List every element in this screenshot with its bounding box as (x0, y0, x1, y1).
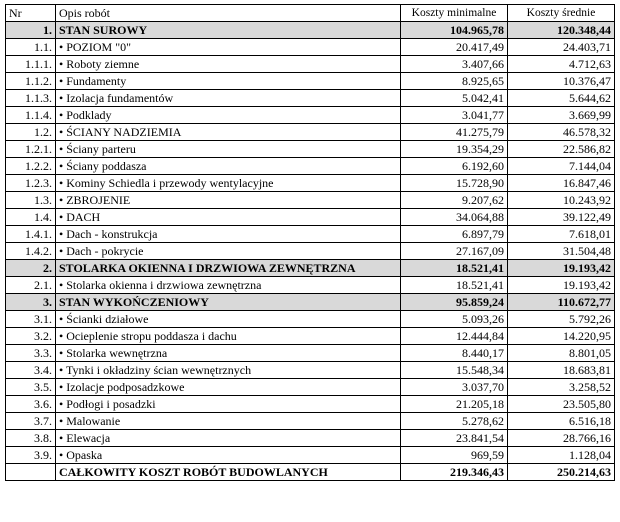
table-row (6, 260, 615, 277)
row-nr: 1. (6, 22, 56, 39)
row-avg-cost: 10.376,47 (508, 73, 615, 90)
row-avg-cost: 4.712,63 (508, 56, 615, 73)
table-row (6, 379, 615, 396)
row-avg-cost: 16.847,46 (508, 175, 615, 192)
total-row (6, 464, 615, 481)
row-description: STAN SUROWY (56, 22, 401, 39)
row-nr: 3.3. (6, 345, 56, 362)
row-description: • Kominy Schiedla i przewody wentylacyjne (56, 175, 401, 192)
table-row (6, 39, 615, 56)
table-row (6, 396, 615, 413)
row-avg-cost: 120.348,44 (508, 22, 615, 39)
row-min-cost: 20.417,49 (401, 39, 508, 56)
row-description: • Elewacja (56, 430, 401, 447)
row-nr: 1.1.1. (6, 56, 56, 73)
table-row (6, 413, 615, 430)
total-nr (6, 464, 56, 481)
row-description: • Ściany parteru (56, 141, 401, 158)
row-avg-cost: 3.258,52 (508, 379, 615, 396)
row-min-cost: 41.275,79 (401, 124, 508, 141)
table-row (6, 226, 615, 243)
row-description: • Izolacja fundamentów (56, 90, 401, 107)
row-avg-cost: 23.505,80 (508, 396, 615, 413)
row-avg-cost: 46.578,32 (508, 124, 615, 141)
row-min-cost: 15.548,34 (401, 362, 508, 379)
row-min-cost: 95.859,24 (401, 294, 508, 311)
row-description: • Podłogi i posadzki (56, 396, 401, 413)
row-min-cost: 6.192,60 (401, 158, 508, 175)
row-avg-cost: 10.243,92 (508, 192, 615, 209)
row-avg-cost: 6.516,18 (508, 413, 615, 430)
row-min-cost: 5.042,41 (401, 90, 508, 107)
row-nr: 1.2.3. (6, 175, 56, 192)
row-description: • POZIOM "0" (56, 39, 401, 56)
row-min-cost: 8.440,17 (401, 345, 508, 362)
row-min-cost: 6.897,79 (401, 226, 508, 243)
table-row (6, 90, 615, 107)
row-avg-cost: 110.672,77 (508, 294, 615, 311)
row-min-cost: 27.167,09 (401, 243, 508, 260)
row-description: • ŚCIANY NADZIEMIA (56, 124, 401, 141)
table-row (6, 447, 615, 464)
table-row (6, 345, 615, 362)
row-min-cost: 8.925,65 (401, 73, 508, 90)
row-nr: 2. (6, 260, 56, 277)
table-row (6, 328, 615, 345)
row-nr: 3.6. (6, 396, 56, 413)
row-avg-cost: 14.220,95 (508, 328, 615, 345)
row-nr: 1.2.2. (6, 158, 56, 175)
row-min-cost: 12.444,84 (401, 328, 508, 345)
row-description: • Roboty ziemne (56, 56, 401, 73)
row-description: • Tynki i okładziny ścian wewnętrznych (56, 362, 401, 379)
row-nr: 3. (6, 294, 56, 311)
table-row (6, 56, 615, 73)
table-header-row (6, 5, 615, 22)
table-row (6, 362, 615, 379)
row-min-cost: 104.965,78 (401, 22, 508, 39)
row-min-cost: 23.841,54 (401, 430, 508, 447)
row-avg-cost: 22.586,82 (508, 141, 615, 158)
row-min-cost: 5.093,26 (401, 311, 508, 328)
table-row (6, 158, 615, 175)
row-min-cost: 969,59 (401, 447, 508, 464)
table-row (6, 124, 615, 141)
header-min-cost: Koszty minimalne (401, 5, 508, 22)
table-row (6, 430, 615, 447)
row-avg-cost: 19.193,42 (508, 277, 615, 294)
row-nr: 1.1.4. (6, 107, 56, 124)
header-description: Opis robót (56, 5, 401, 22)
cost-estimate-document (5, 4, 615, 481)
row-min-cost: 21.205,18 (401, 396, 508, 413)
row-avg-cost: 39.122,49 (508, 209, 615, 226)
row-min-cost: 18.521,41 (401, 277, 508, 294)
table-row (6, 192, 615, 209)
table-row (6, 311, 615, 328)
row-nr: 1.2.1. (6, 141, 56, 158)
row-description: • Izolacje podposadzkowe (56, 379, 401, 396)
header-avg-cost: Koszty średnie (508, 5, 615, 22)
row-avg-cost: 28.766,16 (508, 430, 615, 447)
row-min-cost: 34.064,88 (401, 209, 508, 226)
row-min-cost: 9.207,62 (401, 192, 508, 209)
row-description: • Dach - pokrycie (56, 243, 401, 260)
row-nr: 3.2. (6, 328, 56, 345)
row-description: STAN WYKOŃCZENIOWY (56, 294, 401, 311)
header-nr: Nr (6, 5, 56, 22)
cost-table (5, 4, 615, 481)
row-nr: 1.4.2. (6, 243, 56, 260)
row-nr: 1.1.2. (6, 73, 56, 90)
total-label: CAŁKOWITY KOSZT ROBÓT BUDOWLANYCH (56, 464, 401, 481)
row-nr: 3.5. (6, 379, 56, 396)
row-avg-cost: 5.792,26 (508, 311, 615, 328)
row-nr: 1.2. (6, 124, 56, 141)
total-avg-cost: 250.214,63 (508, 464, 615, 481)
row-description: • Stolarka wewnętrzna (56, 345, 401, 362)
row-description: • Ścianki działowe (56, 311, 401, 328)
row-avg-cost: 24.403,71 (508, 39, 615, 56)
row-nr: 1.3. (6, 192, 56, 209)
table-row (6, 22, 615, 39)
row-min-cost: 3.037,70 (401, 379, 508, 396)
row-avg-cost: 31.504,48 (508, 243, 615, 260)
table-body (6, 22, 615, 464)
row-avg-cost: 1.128,04 (508, 447, 615, 464)
row-description: • Fundamenty (56, 73, 401, 90)
row-nr: 3.9. (6, 447, 56, 464)
row-description: • Podklady (56, 107, 401, 124)
row-min-cost: 15.728,90 (401, 175, 508, 192)
row-nr: 3.4. (6, 362, 56, 379)
row-avg-cost: 3.669,99 (508, 107, 615, 124)
row-min-cost: 5.278,62 (401, 413, 508, 430)
row-nr: 1.1.3. (6, 90, 56, 107)
row-min-cost: 3.407,66 (401, 56, 508, 73)
row-min-cost: 18.521,41 (401, 260, 508, 277)
row-nr: 1.1. (6, 39, 56, 56)
table-row (6, 141, 615, 158)
row-avg-cost: 7.144,04 (508, 158, 615, 175)
row-nr: 3.1. (6, 311, 56, 328)
row-description: • Ocieplenie stropu poddasza i dachu (56, 328, 401, 345)
table-row (6, 175, 615, 192)
row-avg-cost: 8.801,05 (508, 345, 615, 362)
table-row (6, 107, 615, 124)
table-row (6, 243, 615, 260)
row-description: • Stolarka okienna i drzwiowa zewnętrzna (56, 277, 401, 294)
table-row (6, 209, 615, 226)
total-min-cost: 219.346,43 (401, 464, 508, 481)
row-nr: 1.4. (6, 209, 56, 226)
row-min-cost: 3.041,77 (401, 107, 508, 124)
row-description: • Opaska (56, 447, 401, 464)
row-min-cost: 19.354,29 (401, 141, 508, 158)
row-avg-cost: 18.683,81 (508, 362, 615, 379)
row-description: STOLARKA OKIENNA I DRZWIOWA ZEWNĘTRZNA (56, 260, 401, 277)
row-nr: 2.1. (6, 277, 56, 294)
row-avg-cost: 5.644,62 (508, 90, 615, 107)
row-description: • Malowanie (56, 413, 401, 430)
row-description: • Ściany poddasza (56, 158, 401, 175)
row-avg-cost: 19.193,42 (508, 260, 615, 277)
table-row (6, 73, 615, 90)
row-avg-cost: 7.618,01 (508, 226, 615, 243)
row-description: • ZBROJENIE (56, 192, 401, 209)
row-nr: 3.8. (6, 430, 56, 447)
table-row (6, 294, 615, 311)
table-row (6, 277, 615, 294)
row-nr: 1.4.1. (6, 226, 56, 243)
row-description: • DACH (56, 209, 401, 226)
row-nr: 3.7. (6, 413, 56, 430)
row-description: • Dach - konstrukcja (56, 226, 401, 243)
